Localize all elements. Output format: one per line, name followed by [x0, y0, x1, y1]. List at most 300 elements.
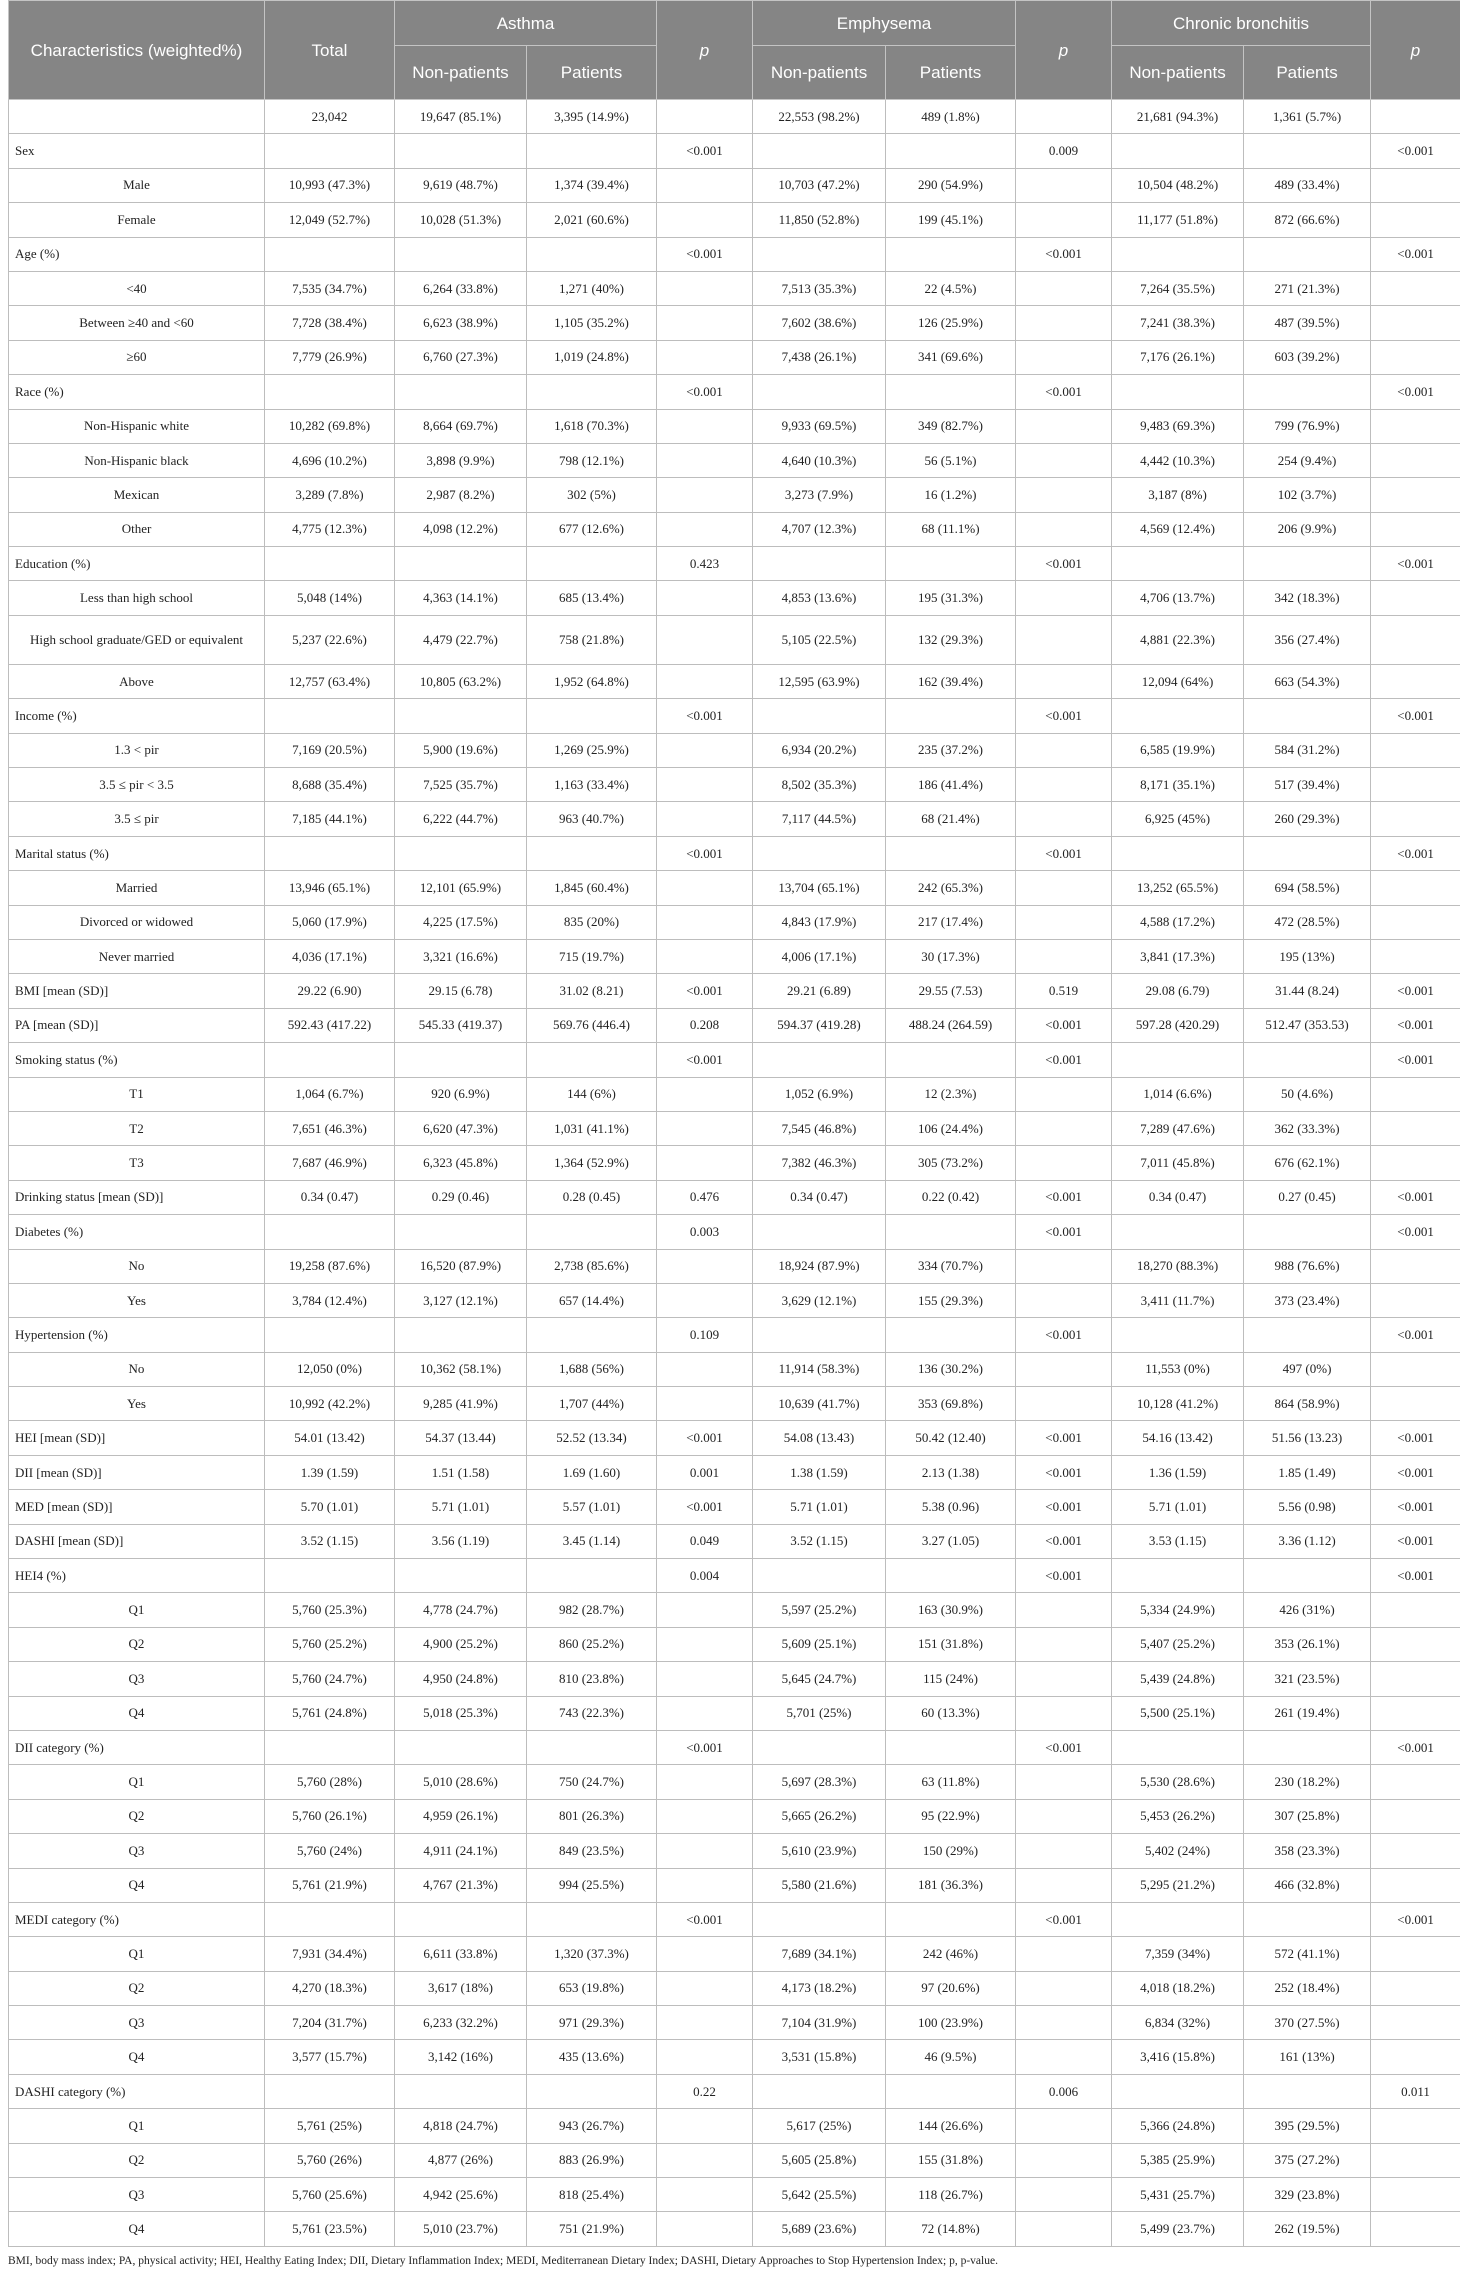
cell-bronchitis-non-patients: 5,431 (25.7%): [1112, 2178, 1244, 2212]
cell-asthma-non-patients: [395, 547, 527, 581]
cell-emphysema-p: [1016, 1352, 1112, 1386]
cell-emphysema-patients: 56 (5.1%): [886, 443, 1016, 477]
cell-total: 4,775 (12.3%): [265, 512, 395, 546]
cell-emphysema-p: [1016, 1627, 1112, 1661]
cell-bronchitis-patients: 262 (19.5%): [1244, 2212, 1371, 2246]
cell-bronchitis-patients: 426 (31%): [1244, 1593, 1371, 1627]
cell-asthma-p: [657, 100, 753, 134]
cell-bronchitis-p: [1371, 203, 1460, 237]
cell-emphysema-patients: [886, 1318, 1016, 1352]
cell-bronchitis-non-patients: 5,366 (24.8%): [1112, 2109, 1244, 2143]
cell-asthma-non-patients: 4,900 (25.2%): [395, 1627, 527, 1661]
cell-bronchitis-p: [1371, 2178, 1460, 2212]
cell-bronchitis-non-patients: 5,334 (24.9%): [1112, 1593, 1244, 1627]
cell-emphysema-patients: 242 (65.3%): [886, 871, 1016, 905]
cell-total: 3.52 (1.15): [265, 1524, 395, 1558]
cell-emphysema-p: <0.001: [1016, 1730, 1112, 1764]
cell-asthma-p: [657, 664, 753, 698]
cell-bronchitis-p: [1371, 1868, 1460, 1902]
cell-bronchitis-p: <0.001: [1371, 375, 1460, 409]
table-row: [9, 2040, 1460, 2074]
cell-asthma-non-patients: 545.33 (419.37): [395, 1008, 527, 1042]
cell-emphysema-patients: 162 (39.4%): [886, 664, 1016, 698]
cell-asthma-non-patients: 6,620 (47.3%): [395, 1111, 527, 1145]
cell-total: [265, 1902, 395, 1936]
cell-bronchitis-non-patients: 10,504 (48.2%): [1112, 168, 1244, 202]
cell-bronchitis-p: [1371, 581, 1460, 615]
table-row: [9, 1765, 1460, 1799]
cell-emphysema-patients: 5.38 (0.96): [886, 1490, 1016, 1524]
cell-total: 5,761 (24.8%): [265, 1696, 395, 1730]
cell-emphysema-p: [1016, 271, 1112, 305]
cell-total: 7,204 (31.7%): [265, 2006, 395, 2040]
cell-asthma-non-patients: 10,362 (58.1%): [395, 1352, 527, 1386]
cell-emphysema-non-patients: 4,853 (13.6%): [753, 581, 886, 615]
cell-asthma-non-patients: 2,987 (8.2%): [395, 478, 527, 512]
cell-bronchitis-non-patients: 13,252 (65.5%): [1112, 871, 1244, 905]
cell-asthma-p: 0.001: [657, 1455, 753, 1489]
cell-bronchitis-non-patients: 5,499 (23.7%): [1112, 2212, 1244, 2246]
cell-emphysema-patients: [886, 1215, 1016, 1249]
cell-emphysema-non-patients: 29.21 (6.89): [753, 974, 886, 1008]
row-label: Age (%): [9, 237, 265, 271]
cell-emphysema-p: [1016, 1111, 1112, 1145]
table-row: [9, 512, 1460, 546]
cell-emphysema-p: [1016, 512, 1112, 546]
table-row: [9, 1971, 1460, 2005]
cell-emphysema-non-patients: 5,645 (24.7%): [753, 1662, 886, 1696]
cell-asthma-p: [657, 1765, 753, 1799]
cell-emphysema-p: [1016, 2178, 1112, 2212]
row-label: T1: [9, 1077, 265, 1111]
cell-total: 7,535 (34.7%): [265, 271, 395, 305]
cell-asthma-p: <0.001: [657, 836, 753, 870]
cell-bronchitis-patients: 206 (9.9%): [1244, 512, 1371, 546]
cell-bronchitis-non-patients: [1112, 1902, 1244, 1936]
cell-emphysema-patients: 30 (17.3%): [886, 939, 1016, 973]
cell-bronchitis-patients: 195 (13%): [1244, 939, 1371, 973]
cell-bronchitis-non-patients: 5,407 (25.2%): [1112, 1627, 1244, 1661]
cell-bronchitis-patients: 466 (32.8%): [1244, 1868, 1371, 1902]
cell-asthma-patients: 860 (25.2%): [527, 1627, 657, 1661]
row-label: Female: [9, 203, 265, 237]
cell-asthma-p: <0.001: [657, 1902, 753, 1936]
cell-asthma-patients: 1.69 (1.60): [527, 1455, 657, 1489]
row-label: Yes: [9, 1387, 265, 1421]
cell-asthma-p: 0.004: [657, 1559, 753, 1593]
cell-bronchitis-p: <0.001: [1371, 1043, 1460, 1077]
cell-asthma-p: 0.049: [657, 1524, 753, 1558]
cell-emphysema-patients: 12 (2.3%): [886, 1077, 1016, 1111]
cell-asthma-patients: [527, 1043, 657, 1077]
row-label: Q3: [9, 2178, 265, 2212]
cell-emphysema-patients: 68 (21.4%): [886, 802, 1016, 836]
cell-bronchitis-patients: 375 (27.2%): [1244, 2143, 1371, 2177]
table-row: [9, 2143, 1460, 2177]
row-label: Non-Hispanic black: [9, 443, 265, 477]
cell-bronchitis-non-patients: 7,264 (35.5%): [1112, 271, 1244, 305]
cell-asthma-patients: 1,618 (70.3%): [527, 409, 657, 443]
cell-asthma-patients: 758 (21.8%): [527, 615, 657, 664]
cell-bronchitis-p: 0.011: [1371, 2074, 1460, 2108]
cell-asthma-p: [657, 1834, 753, 1868]
cell-asthma-non-patients: [395, 836, 527, 870]
cell-emphysema-non-patients: 1.38 (1.59): [753, 1455, 886, 1489]
cell-asthma-patients: 963 (40.7%): [527, 802, 657, 836]
table-row: [9, 664, 1460, 698]
table-row: [9, 1593, 1460, 1627]
cell-bronchitis-non-patients: 6,585 (19.9%): [1112, 733, 1244, 767]
cell-bronchitis-patients: 358 (23.3%): [1244, 1834, 1371, 1868]
cell-asthma-patients: 0.28 (0.45): [527, 1180, 657, 1214]
table-row: [9, 1730, 1460, 1764]
table-row: [9, 2006, 1460, 2040]
cell-emphysema-non-patients: 54.08 (13.43): [753, 1421, 886, 1455]
cell-bronchitis-non-patients: 4,442 (10.3%): [1112, 443, 1244, 477]
header-asthma-patients: Patients: [527, 46, 657, 100]
cell-asthma-patients: 31.02 (8.21): [527, 974, 657, 1008]
cell-bronchitis-patients: 342 (18.3%): [1244, 581, 1371, 615]
cell-bronchitis-patients: [1244, 2074, 1371, 2108]
cell-bronchitis-patients: 694 (58.5%): [1244, 871, 1371, 905]
cell-bronchitis-non-patients: 5,295 (21.2%): [1112, 1868, 1244, 1902]
cell-total: 7,687 (46.9%): [265, 1146, 395, 1180]
cell-emphysema-p: [1016, 615, 1112, 664]
cell-bronchitis-patients: [1244, 237, 1371, 271]
cell-bronchitis-patients: 271 (21.3%): [1244, 271, 1371, 305]
cell-total: 7,779 (26.9%): [265, 340, 395, 374]
cell-emphysema-patients: 217 (17.4%): [886, 905, 1016, 939]
table-container: [8, 0, 1460, 2267]
cell-emphysema-non-patients: 1,052 (6.9%): [753, 1077, 886, 1111]
header-group-asthma: Asthma: [395, 1, 657, 46]
cell-bronchitis-non-patients: 21,681 (94.3%): [1112, 100, 1244, 134]
cell-emphysema-non-patients: 5.71 (1.01): [753, 1490, 886, 1524]
cell-bronchitis-p: [1371, 2109, 1460, 2143]
cell-bronchitis-non-patients: 1,014 (6.6%): [1112, 1077, 1244, 1111]
cell-emphysema-patients: 181 (36.3%): [886, 1868, 1016, 1902]
cell-bronchitis-p: [1371, 1593, 1460, 1627]
table-row: [9, 547, 1460, 581]
table-row: [9, 1799, 1460, 1833]
table-row: [9, 802, 1460, 836]
cell-bronchitis-patients: [1244, 1043, 1371, 1077]
cell-asthma-patients: 1,952 (64.8%): [527, 664, 657, 698]
row-label: Diabetes (%): [9, 1215, 265, 1249]
cell-emphysema-non-patients: 13,704 (65.1%): [753, 871, 886, 905]
cell-total: 5,760 (24.7%): [265, 1662, 395, 1696]
cell-asthma-p: [657, 615, 753, 664]
cell-asthma-patients: 677 (12.6%): [527, 512, 657, 546]
cell-asthma-p: [657, 1111, 753, 1145]
cell-total: 5,760 (28%): [265, 1765, 395, 1799]
cell-bronchitis-p: [1371, 1696, 1460, 1730]
table-row: [9, 1834, 1460, 1868]
row-label: Never married: [9, 939, 265, 973]
row-label: BMI [mean (SD)]: [9, 974, 265, 1008]
cell-emphysema-patients: 0.22 (0.42): [886, 1180, 1016, 1214]
cell-asthma-p: [657, 443, 753, 477]
cell-asthma-p: [657, 939, 753, 973]
cell-bronchitis-p: <0.001: [1371, 1559, 1460, 1593]
cell-emphysema-non-patients: [753, 237, 886, 271]
cell-bronchitis-patients: [1244, 1902, 1371, 1936]
cell-asthma-non-patients: 54.37 (13.44): [395, 1421, 527, 1455]
cell-bronchitis-p: [1371, 1834, 1460, 1868]
cell-asthma-non-patients: 8,664 (69.7%): [395, 409, 527, 443]
table-row: [9, 1180, 1460, 1214]
cell-emphysema-patients: 155 (29.3%): [886, 1283, 1016, 1317]
cell-emphysema-p: 0.519: [1016, 974, 1112, 1008]
cell-asthma-p: 0.476: [657, 1180, 753, 1214]
cell-emphysema-non-patients: 18,924 (87.9%): [753, 1249, 886, 1283]
cell-asthma-patients: [527, 547, 657, 581]
table-row: [9, 1455, 1460, 1489]
cell-emphysema-patients: 235 (37.2%): [886, 733, 1016, 767]
cell-bronchitis-p: [1371, 1249, 1460, 1283]
cell-emphysema-non-patients: 594.37 (419.28): [753, 1008, 886, 1042]
cell-emphysema-patients: 341 (69.6%): [886, 340, 1016, 374]
row-label: Q1: [9, 1937, 265, 1971]
cell-emphysema-patients: [886, 2074, 1016, 2108]
cell-emphysema-non-patients: 11,850 (52.8%): [753, 203, 886, 237]
cell-bronchitis-p: [1371, 615, 1460, 664]
cell-emphysema-p: <0.001: [1016, 1490, 1112, 1524]
table-row: [9, 306, 1460, 340]
table-row: [9, 100, 1460, 134]
cell-emphysema-non-patients: 6,934 (20.2%): [753, 733, 886, 767]
cell-total: 5,761 (23.5%): [265, 2212, 395, 2246]
cell-asthma-p: [657, 871, 753, 905]
cell-emphysema-non-patients: [753, 1215, 886, 1249]
cell-asthma-patients: 750 (24.7%): [527, 1765, 657, 1799]
cell-bronchitis-non-patients: 11,553 (0%): [1112, 1352, 1244, 1386]
table-footnote: BMI, body mass index; PA, physical activity; HEI, Healthy Eating Index; DII, Dietary Inflammation Index; MEDI, Mediterranean Dietary Index; DASHI, Dietary Approaches to Stop Hypertension Index; p, p-value.: [8, 2254, 998, 2267]
cell-bronchitis-patients: 356 (27.4%): [1244, 615, 1371, 664]
cell-asthma-patients: 1,163 (33.4%): [527, 768, 657, 802]
cell-asthma-non-patients: 6,323 (45.8%): [395, 1146, 527, 1180]
table-body: [9, 100, 1460, 2247]
cell-emphysema-p: [1016, 203, 1112, 237]
table-row: [9, 1937, 1460, 1971]
cell-emphysema-patients: 144 (26.6%): [886, 2109, 1016, 2143]
cell-bronchitis-p: <0.001: [1371, 1902, 1460, 1936]
cell-asthma-non-patients: 5,018 (25.3%): [395, 1696, 527, 1730]
table-row: [9, 1077, 1460, 1111]
row-label: Q4: [9, 1868, 265, 1902]
cell-total: [265, 1559, 395, 1593]
table-row: [9, 203, 1460, 237]
cell-asthma-patients: 818 (25.4%): [527, 2178, 657, 2212]
cell-emphysema-patients: 115 (24%): [886, 1662, 1016, 1696]
table-row: [9, 581, 1460, 615]
cell-asthma-patients: 569.76 (446.4): [527, 1008, 657, 1042]
cell-asthma-non-patients: 7,525 (35.7%): [395, 768, 527, 802]
cell-asthma-non-patients: 19,647 (85.1%): [395, 100, 527, 134]
cell-asthma-p: [657, 733, 753, 767]
table-row: [9, 871, 1460, 905]
cell-emphysema-non-patients: 11,914 (58.3%): [753, 1352, 886, 1386]
cell-bronchitis-p: [1371, 168, 1460, 202]
cell-asthma-patients: 144 (6%): [527, 1077, 657, 1111]
cell-asthma-patients: 2,021 (60.6%): [527, 203, 657, 237]
cell-emphysema-p: <0.001: [1016, 1559, 1112, 1593]
row-label: Q1: [9, 1593, 265, 1627]
cell-total: 7,169 (20.5%): [265, 733, 395, 767]
cell-emphysema-patients: 68 (11.1%): [886, 512, 1016, 546]
cell-emphysema-non-patients: 5,697 (28.3%): [753, 1765, 886, 1799]
cell-total: 5,760 (26%): [265, 2143, 395, 2177]
cell-total: 5,760 (24%): [265, 1834, 395, 1868]
cell-total: 4,696 (10.2%): [265, 443, 395, 477]
cell-bronchitis-non-patients: 29.08 (6.79): [1112, 974, 1244, 1008]
cell-emphysema-p: <0.001: [1016, 1524, 1112, 1558]
cell-bronchitis-p: [1371, 1627, 1460, 1661]
cell-emphysema-patients: 136 (30.2%): [886, 1352, 1016, 1386]
cell-bronchitis-patients: 472 (28.5%): [1244, 905, 1371, 939]
row-label: Married: [9, 871, 265, 905]
cell-bronchitis-non-patients: 5,385 (25.9%): [1112, 2143, 1244, 2177]
cell-emphysema-non-patients: 10,703 (47.2%): [753, 168, 886, 202]
cell-emphysema-p: [1016, 664, 1112, 698]
cell-emphysema-patients: 3.27 (1.05): [886, 1524, 1016, 1558]
cell-bronchitis-p: <0.001: [1371, 1524, 1460, 1558]
cell-asthma-non-patients: 4,818 (24.7%): [395, 2109, 527, 2143]
cell-emphysema-patients: 155 (31.8%): [886, 2143, 1016, 2177]
cell-asthma-non-patients: 3,321 (16.6%): [395, 939, 527, 973]
cell-emphysema-patients: 163 (30.9%): [886, 1593, 1016, 1627]
cell-asthma-non-patients: 9,619 (48.7%): [395, 168, 527, 202]
row-label: Sex: [9, 134, 265, 168]
cell-total: 4,270 (18.3%): [265, 1971, 395, 2005]
row-label: DII category (%): [9, 1730, 265, 1764]
cell-bronchitis-p: [1371, 2006, 1460, 2040]
cell-emphysema-non-patients: 7,513 (35.3%): [753, 271, 886, 305]
table-row: [9, 478, 1460, 512]
row-label: MED [mean (SD)]: [9, 1490, 265, 1524]
cell-total: 5,237 (22.6%): [265, 615, 395, 664]
cell-emphysema-p: [1016, 939, 1112, 973]
table-row: [9, 2074, 1460, 2108]
cell-emphysema-patients: 305 (73.2%): [886, 1146, 1016, 1180]
cell-bronchitis-p: [1371, 2212, 1460, 2246]
cell-bronchitis-non-patients: 5,453 (26.2%): [1112, 1799, 1244, 1833]
cell-asthma-non-patients: 5,010 (23.7%): [395, 2212, 527, 2246]
cell-emphysema-p: [1016, 1662, 1112, 1696]
cell-total: 5,760 (25.3%): [265, 1593, 395, 1627]
cell-total: [265, 237, 395, 271]
cell-asthma-patients: [527, 1318, 657, 1352]
cell-bronchitis-p: <0.001: [1371, 1318, 1460, 1352]
cell-asthma-p: [657, 1077, 753, 1111]
cell-total: 23,042: [265, 100, 395, 134]
cell-bronchitis-p: [1371, 871, 1460, 905]
row-label: High school graduate/GED or equivalent: [9, 615, 265, 664]
cell-emphysema-non-patients: 5,597 (25.2%): [753, 1593, 886, 1627]
cell-emphysema-non-patients: [753, 2074, 886, 2108]
cell-bronchitis-non-patients: 7,241 (38.3%): [1112, 306, 1244, 340]
cell-bronchitis-p: [1371, 2143, 1460, 2177]
cell-asthma-patients: 1,707 (44%): [527, 1387, 657, 1421]
cell-asthma-p: <0.001: [657, 1490, 753, 1524]
cell-asthma-p: [657, 512, 753, 546]
cell-total: [265, 699, 395, 733]
cell-asthma-non-patients: 6,222 (44.7%): [395, 802, 527, 836]
cell-emphysema-non-patients: [753, 375, 886, 409]
table-row: [9, 1868, 1460, 1902]
cell-emphysema-patients: 100 (23.9%): [886, 2006, 1016, 2040]
cell-emphysema-non-patients: 8,502 (35.3%): [753, 768, 886, 802]
cell-asthma-patients: 801 (26.3%): [527, 1799, 657, 1833]
cell-asthma-non-patients: 6,264 (33.8%): [395, 271, 527, 305]
cell-bronchitis-patients: 261 (19.4%): [1244, 1696, 1371, 1730]
cell-bronchitis-non-patients: 4,881 (22.3%): [1112, 615, 1244, 664]
row-label: 3.5 ≤ pir: [9, 802, 265, 836]
cell-asthma-p: [657, 1352, 753, 1386]
cell-bronchitis-p: [1371, 1111, 1460, 1145]
cell-asthma-non-patients: 4,950 (24.8%): [395, 1662, 527, 1696]
table-row: [9, 2212, 1460, 2246]
cell-asthma-non-patients: 4,479 (22.7%): [395, 615, 527, 664]
cell-bronchitis-patients: 3.36 (1.12): [1244, 1524, 1371, 1558]
cell-emphysema-p: [1016, 1593, 1112, 1627]
cell-asthma-patients: 435 (13.6%): [527, 2040, 657, 2074]
cell-asthma-patients: 743 (22.3%): [527, 1696, 657, 1730]
cell-bronchitis-patients: 373 (23.4%): [1244, 1283, 1371, 1317]
cell-asthma-patients: [527, 1559, 657, 1593]
cell-emphysema-p: <0.001: [1016, 1215, 1112, 1249]
cell-asthma-p: [657, 1387, 753, 1421]
cell-asthma-patients: 982 (28.7%): [527, 1593, 657, 1627]
header-bronchitis-non-patients: Non-patients: [1112, 46, 1244, 100]
cell-bronchitis-p: [1371, 340, 1460, 374]
cell-emphysema-patients: 60 (13.3%): [886, 1696, 1016, 1730]
row-label: Male: [9, 168, 265, 202]
cell-bronchitis-patients: 161 (13%): [1244, 2040, 1371, 2074]
cell-emphysema-non-patients: 3,629 (12.1%): [753, 1283, 886, 1317]
cell-emphysema-non-patients: [753, 1318, 886, 1352]
cell-total: 0.34 (0.47): [265, 1180, 395, 1214]
cell-emphysema-patients: 106 (24.4%): [886, 1111, 1016, 1145]
row-label: DASHI category (%): [9, 2074, 265, 2108]
cell-emphysema-non-patients: 7,382 (46.3%): [753, 1146, 886, 1180]
cell-asthma-p: <0.001: [657, 375, 753, 409]
table-row: [9, 1696, 1460, 1730]
cell-bronchitis-non-patients: 4,018 (18.2%): [1112, 1971, 1244, 2005]
cell-asthma-p: [657, 905, 753, 939]
cell-emphysema-p: 0.009: [1016, 134, 1112, 168]
cell-total: [265, 134, 395, 168]
cell-total: 1,064 (6.7%): [265, 1077, 395, 1111]
cell-emphysema-p: <0.001: [1016, 237, 1112, 271]
cell-emphysema-patients: [886, 547, 1016, 581]
cell-emphysema-non-patients: 4,006 (17.1%): [753, 939, 886, 973]
cell-emphysema-non-patients: 5,605 (25.8%): [753, 2143, 886, 2177]
cell-bronchitis-p: [1371, 1662, 1460, 1696]
cell-emphysema-patients: 186 (41.4%): [886, 768, 1016, 802]
cell-asthma-p: 0.22: [657, 2074, 753, 2108]
table-header: [9, 1, 1460, 100]
cell-asthma-non-patients: [395, 1043, 527, 1077]
cell-bronchitis-p: <0.001: [1371, 836, 1460, 870]
cell-bronchitis-non-patients: [1112, 699, 1244, 733]
cell-asthma-non-patients: 3,617 (18%): [395, 1971, 527, 2005]
cell-bronchitis-patients: 51.56 (13.23): [1244, 1421, 1371, 1455]
row-label: HEI [mean (SD)]: [9, 1421, 265, 1455]
cell-bronchitis-non-patients: 11,177 (51.8%): [1112, 203, 1244, 237]
cell-asthma-non-patients: 10,028 (51.3%): [395, 203, 527, 237]
cell-bronchitis-non-patients: 1.36 (1.59): [1112, 1455, 1244, 1489]
